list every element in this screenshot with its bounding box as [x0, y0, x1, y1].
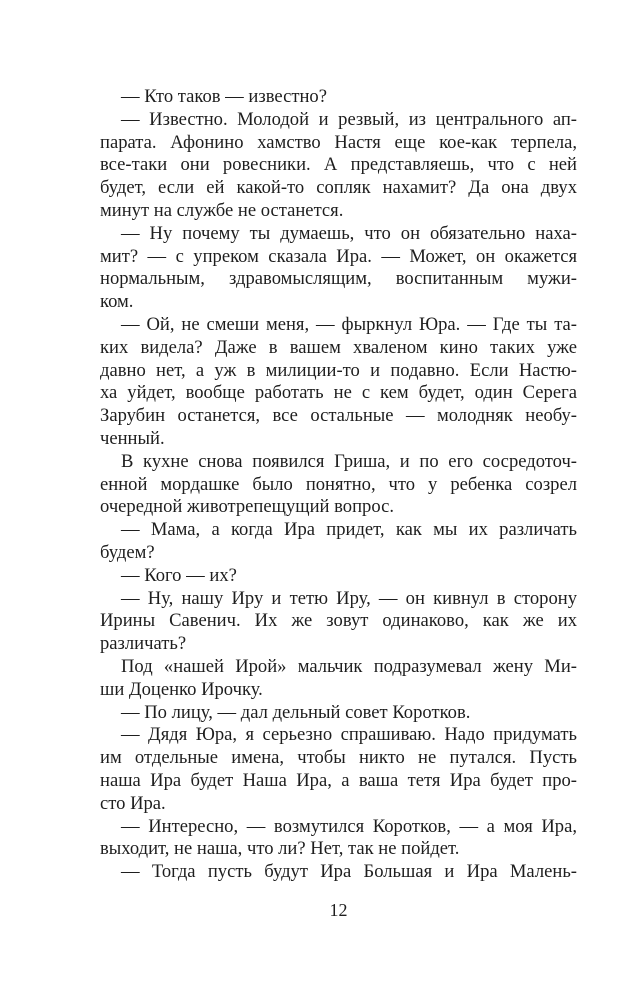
text-line: — Кто таков — известно? — [121, 86, 327, 107]
text-line: выходит, не наша, что ли? Нет, так не пойдет. — [100, 838, 460, 860]
text-line: — Мама, а когда Ира придет, как мы их различать — [121, 519, 577, 541]
text-line: им отдельные имена, чтобы никто не путался. Пусть — [100, 747, 577, 769]
text-line: мит? — с упреком сказала Ира. — Может, он окажется — [100, 245, 577, 267]
text-line: минут на службе не останется. — [100, 199, 344, 221]
text-line: ха уйдет, вообще работать не с кем будет, один Серега — [100, 382, 577, 404]
text-line: енной мордашке было понятно, что у ребенка созрел — [100, 473, 577, 495]
text-line: — Интересно, — возмутился Коротков, — а моя Ира, — [121, 815, 577, 837]
text-line: давно нет, а уж в милиции-то и подавно. Если Настю- — [100, 359, 577, 381]
text-line: очередной животрепещущий вопрос. — [100, 496, 394, 518]
text-line: — По лицу, — дал дельный совет Коротков. — [121, 701, 471, 723]
text-line: ченный. — [100, 427, 165, 449]
text-line: — Известно. Молодой и резвый, из центрального ап- — [121, 108, 577, 130]
text-line: наша Ира будет Наша Ира, а ваша тетя Ира будет про- — [100, 769, 577, 791]
text-line: парата. Афонино хамство Настя еще кое-как терпела, — [100, 131, 577, 153]
text-line: — Ну почему ты думаешь, что он обязательно наха- — [121, 222, 577, 244]
text-line: нормальным, здравомыслящим, воспитанным мужи- — [100, 268, 577, 290]
text-line: ких видела? Даже в вашем хваленом кино таких уже — [100, 336, 577, 358]
text-line: все-таки они ровесники. А представляешь, что с ней — [100, 154, 577, 176]
text-line: — Ой, не смеши меня, — фыркнул Юра. — Где ты та- — [121, 313, 577, 335]
text-line: В кухне снова появился Гриша, и по его сосредоточ- — [121, 450, 577, 472]
page-body-text — [100, 86, 577, 884]
text-line: Под «нашей Ирой» мальчик подразумевал жену Ми- — [121, 655, 577, 677]
text-line: будет, если ей какой-то сопляк нахамит? Да она двух — [100, 177, 577, 199]
text-line: — Ну, нашу Иру и тетю Иру, — он кивнул в сторону — [121, 587, 577, 609]
text-line: — Дядя Юра, я серьезно спрашиваю. Надо придумать — [121, 724, 577, 746]
text-line: будем? — [100, 541, 155, 563]
text-line: Зарубин останется, все остальные — молодняк необу- — [100, 405, 577, 427]
text-line: сто Ира. — [100, 792, 166, 814]
text-line: различать? — [100, 633, 187, 655]
text-line: — Тогда пусть будут Ира Большая и Ира Малень- — [121, 861, 577, 883]
text-line: ши Доценко Ирочку. — [100, 678, 263, 700]
text-line: — Кого — их? — [121, 564, 237, 586]
text-line: Ирины Савенич. Их же зовут одинаково, как же их — [100, 610, 577, 632]
page-number: 12 — [329, 900, 348, 920]
text-line: ком. — [100, 291, 134, 313]
